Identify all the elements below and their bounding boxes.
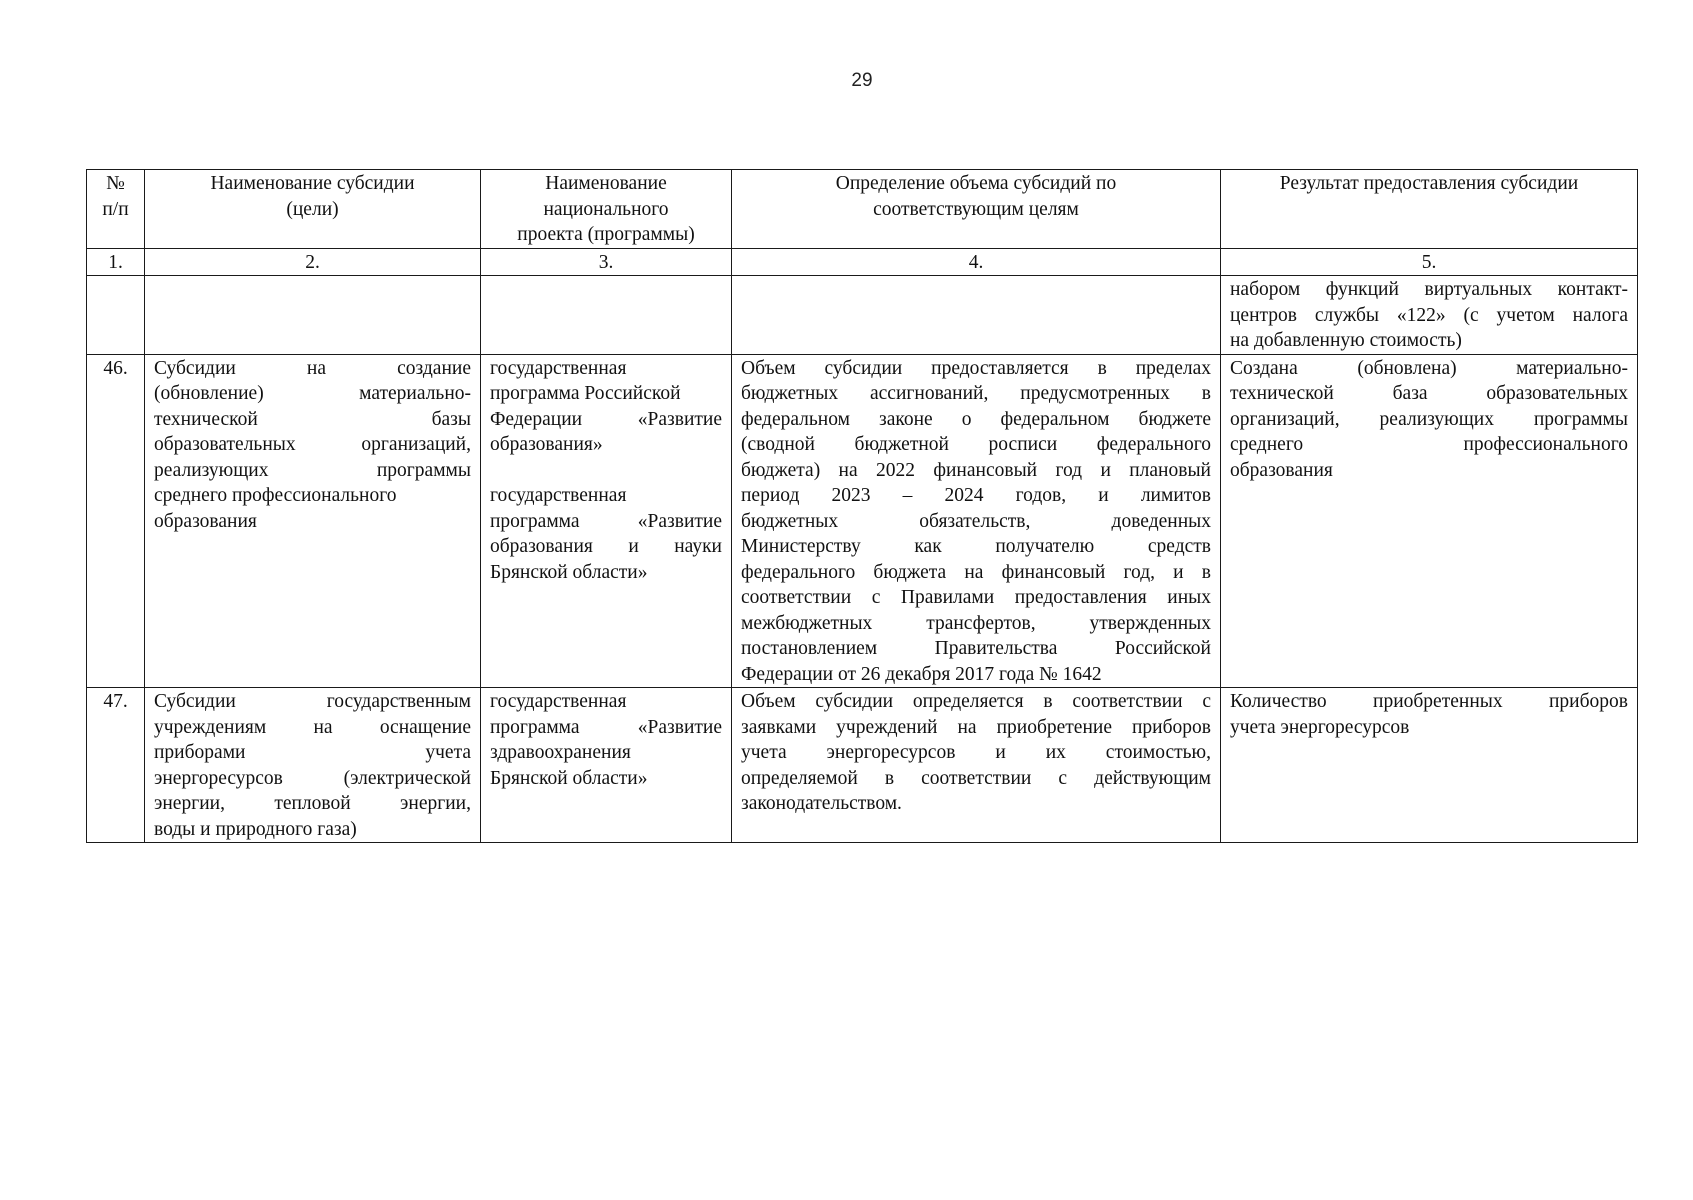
header-text: соответствующим целям xyxy=(873,198,1079,220)
text-line: центров службы «122» (с учетом налога xyxy=(1230,304,1628,326)
header-project-name xyxy=(481,170,732,249)
text-line: Объем субсидии определяется в соответствии с xyxy=(741,691,1211,712)
text-line: период 2023 – 2024 годов, и лимитов xyxy=(741,485,1211,506)
column-number: 1. xyxy=(87,248,145,276)
text-line: среднего профессионального xyxy=(154,485,397,506)
text-line: воды и природного газа) xyxy=(154,818,357,840)
text-line: программа Российской xyxy=(490,383,681,404)
text-line: здравоохранения xyxy=(490,742,631,763)
text-line: Субсидии на создание xyxy=(154,357,471,379)
text-line: (сводной бюджетной росписи федерального xyxy=(741,434,1211,455)
text-line: организаций, реализующих программы xyxy=(1230,408,1628,430)
table-row xyxy=(87,354,1638,688)
text-line: Субсидии государственным xyxy=(154,691,471,712)
text-line: постановлением Правительства Российской xyxy=(741,638,1211,659)
text-line: бюджетных ассигнований, предусмотренных в xyxy=(741,383,1211,404)
empty-cell xyxy=(87,276,145,355)
header-result xyxy=(1221,170,1638,249)
text-line: образовательных организаций, xyxy=(154,434,471,455)
header-text: № xyxy=(106,173,125,194)
empty-cell xyxy=(145,276,481,355)
result-cell xyxy=(1221,688,1638,843)
row-number: 47. xyxy=(87,688,145,843)
volume-definition-cell xyxy=(732,688,1221,843)
text-line: на добавленную стоимость) xyxy=(1230,330,1462,351)
text-line: энергоресурсов (электрической xyxy=(154,767,471,789)
text-line: государственная xyxy=(490,691,627,712)
column-number: 4. xyxy=(732,248,1221,276)
project-name-cell xyxy=(481,688,732,843)
text-line: Федерации «Развитие xyxy=(490,408,722,430)
result-cell xyxy=(1221,354,1638,688)
text-line: энергии, тепловой энергии, xyxy=(154,793,471,814)
table-header-row xyxy=(87,170,1638,249)
text-line: государственная xyxy=(490,485,627,506)
text-line: (обновление) материально- xyxy=(154,383,471,404)
text-line: программа «Развитие xyxy=(490,716,722,738)
text-line: бюджета) на 2022 финансовый год и плановый xyxy=(741,459,1211,481)
table-row xyxy=(87,688,1638,843)
subsidy-name-cell xyxy=(145,354,481,688)
text-line: приборами учета xyxy=(154,742,471,763)
text-line: Создана (обновлена) материально- xyxy=(1230,357,1628,379)
text-line: Объем субсидии предоставляется в пределах xyxy=(741,357,1211,379)
empty-cell xyxy=(732,276,1221,355)
text-line: образования xyxy=(1230,459,1333,481)
text-line: среднего профессионального xyxy=(1230,434,1628,455)
text-line: учета энергоресурсов xyxy=(1230,716,1410,738)
text-line: Количество приобретенных приборов xyxy=(1230,691,1628,712)
header-text: Результат предоставления субсидии xyxy=(1279,173,1579,194)
column-number: 5. xyxy=(1221,248,1638,276)
text-line: реализующих программы xyxy=(154,459,471,481)
text-line: набором функций виртуальных контакт- xyxy=(1230,279,1628,300)
page-number: 29 xyxy=(851,70,873,91)
text-line: Федерации от 26 декабря 2017 года № 1642 xyxy=(741,663,1102,685)
text-line: Брянской области» xyxy=(490,561,648,583)
empty-cell xyxy=(481,276,732,355)
text-line: образования xyxy=(154,510,257,532)
column-number: 2. xyxy=(145,248,481,276)
volume-definition-cell xyxy=(732,354,1221,688)
text-line: Брянской области» xyxy=(490,767,648,789)
header-subsidy-name xyxy=(145,170,481,249)
text-line: Министерству как получателю средств xyxy=(741,536,1211,557)
text-line: программа «Развитие xyxy=(490,510,722,532)
header-text: п/п xyxy=(102,198,129,220)
header-text: Определение объема субсидий по xyxy=(835,173,1117,194)
header-text: (цели) xyxy=(286,198,339,220)
column-number-row xyxy=(87,248,1638,276)
text-line: образования» xyxy=(490,434,603,455)
text-line: учета энергоресурсов и их стоимостью, xyxy=(741,742,1211,763)
text-line: бюджетных обязательств, доведенных xyxy=(741,510,1211,532)
project-name-cell xyxy=(481,354,732,688)
text-line: образования и науки xyxy=(490,536,722,557)
header-volume-definition xyxy=(732,170,1221,249)
text-line: определяемой в соответствии с действующим xyxy=(741,767,1211,789)
header-text: Наименование субсидии xyxy=(210,173,415,194)
continuation-row xyxy=(87,276,1638,355)
row-number: 46. xyxy=(87,354,145,688)
column-number: 3. xyxy=(481,248,732,276)
text-line: федерального бюджета на финансовый год, и в xyxy=(741,561,1211,583)
text-line: заявками учреждений на приобретение приборов xyxy=(741,716,1211,738)
subsidy-name-cell xyxy=(145,688,481,843)
header-text: национального xyxy=(543,198,669,220)
text-line: законодательством. xyxy=(741,793,902,814)
text-line: федеральном законе о федеральном бюджете xyxy=(741,408,1211,430)
result-cell xyxy=(1221,276,1638,355)
text-line: соответствии с Правилами предоставления иных xyxy=(741,587,1211,608)
header-text: Наименование xyxy=(545,173,667,194)
subsidies-table xyxy=(86,169,1638,843)
header-number xyxy=(87,170,145,249)
text-line: технической база образовательных xyxy=(1230,383,1628,404)
header-text: проекта (программы) xyxy=(517,224,695,245)
text-line: технической базы xyxy=(154,408,471,430)
text-line: учреждениям на оснащение xyxy=(154,716,471,738)
text-line: государственная xyxy=(490,357,627,379)
text-line: межбюджетных трансфертов, утвержденных xyxy=(741,612,1211,634)
